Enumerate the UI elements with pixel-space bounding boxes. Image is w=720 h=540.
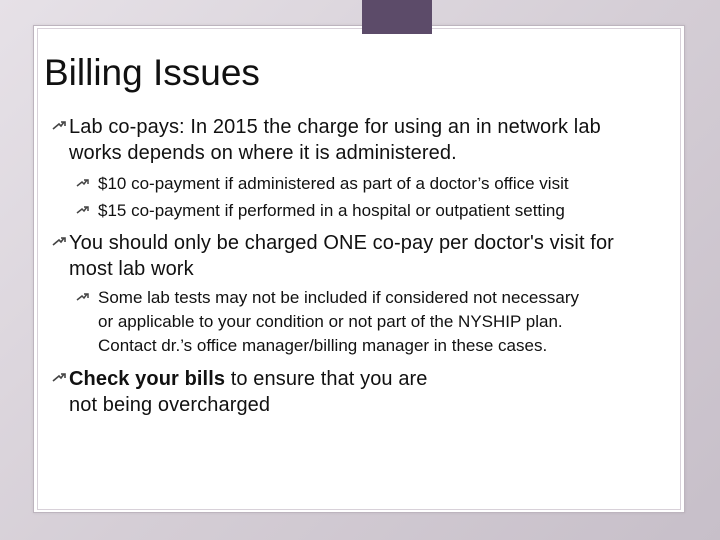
- bullet-bold-text: Check your bills: [69, 368, 226, 390]
- bullet-text-line: works depends on where it is administered.: [69, 142, 457, 164]
- sub-bullet-text-line: Contact dr.’s office manager/billing manager in these cases.: [98, 336, 548, 355]
- bullet-arrow-icon: [76, 172, 96, 192]
- bullet-text-line: not being overcharged: [69, 394, 271, 416]
- sub-bullet-text-line: or applicable to your condition or not part of the NYSHIP plan.: [98, 312, 563, 331]
- bullet-text-line: You should only be charged ONE co-pay per doctor's visit for: [69, 232, 614, 254]
- slide-title: Billing Issues: [44, 52, 260, 93]
- sub-bullet-text: $15 co-payment if performed in a hospital or outpatient setting: [98, 201, 565, 220]
- bullet-text-line: most lab work: [69, 258, 194, 280]
- bullet-arrow-icon: [76, 286, 96, 306]
- bullet-arrow-icon: [76, 199, 96, 219]
- sub-bullet-text: $10 co-payment if administered as part of a doctor’s office visit: [98, 174, 569, 193]
- sub-bullet-text-line: Some lab tests may not be included if considered not necessary: [98, 288, 579, 307]
- bullet-text-line: Lab co-pays: In 2015 the charge for using an in network lab: [69, 116, 601, 138]
- bullet-text: to ensure that you are: [225, 368, 428, 390]
